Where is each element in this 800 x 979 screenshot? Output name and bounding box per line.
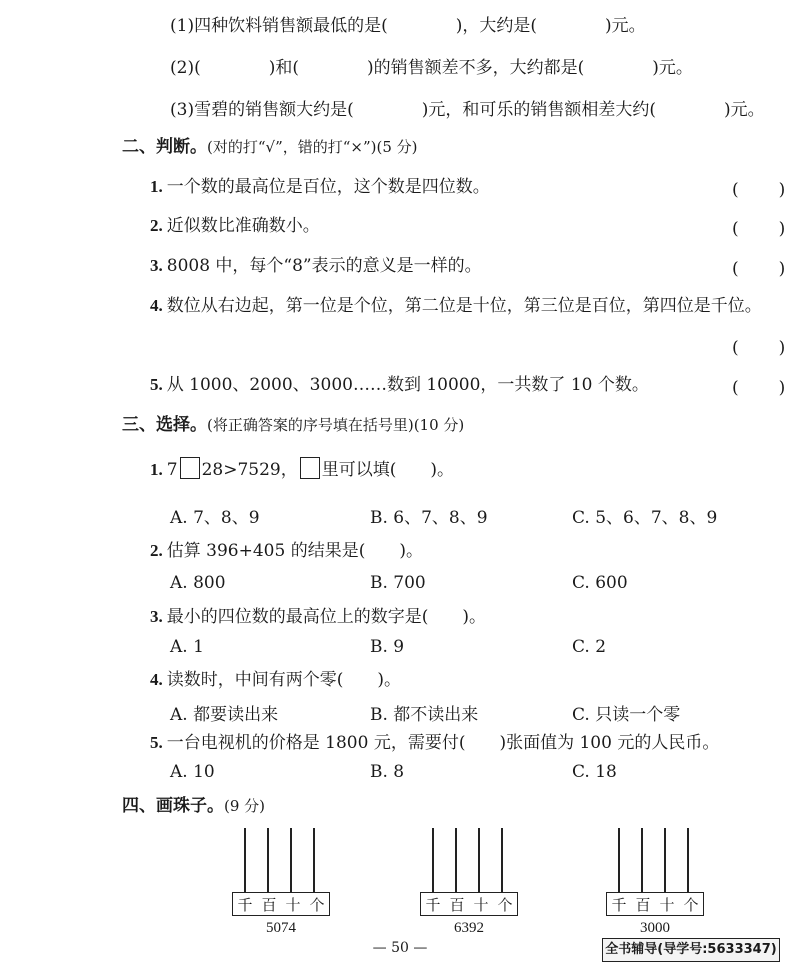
choice-q2: 2. 估算 396+405 的结果是( )。 <box>150 541 423 561</box>
abacus-rod-tens <box>478 828 480 892</box>
judge-answer-5[interactable]: ( ) <box>732 378 788 398</box>
q2-option-c[interactable]: C. 600 <box>572 573 628 593</box>
abacus-rod-thousands <box>244 828 246 892</box>
judge-item-2: 2. 近似数比准确数小。 <box>150 216 320 236</box>
section2-heading <box>122 135 418 159</box>
section4-note: (9 分) <box>224 797 266 815</box>
abacus-1[interactable] <box>232 828 342 958</box>
q2-option-a[interactable]: A. 800 <box>170 573 226 593</box>
judge-item-3: 3. 8008 中，每个“8”表示的意义是一样的。 <box>150 256 482 276</box>
choice-q5: 5. 一台电视机的价格是 1800 元，需要付( )张面值为 100 元的人民币。 <box>150 733 720 753</box>
q4-option-c[interactable]: C. 只读一个零 <box>572 705 681 725</box>
choice-q4: 4. 读数时，中间有两个零( )。 <box>150 670 402 690</box>
choice-q3: 3. 最小的四位数的最高位上的数字是( )。 <box>150 607 487 627</box>
abacus-rod-hundreds <box>455 828 457 892</box>
q2-option-b[interactable]: B. 700 <box>370 573 426 593</box>
abacus-rod-ones <box>501 828 503 892</box>
section3-note: (将正确答案的序号填在括号里)(10 分) <box>207 416 465 434</box>
blank-box[interactable] <box>180 457 200 479</box>
q3-option-c[interactable]: C. 2 <box>572 637 607 657</box>
q1-option-c[interactable]: C. 5、6、7、8、9 <box>572 508 718 528</box>
section3-title: 三、选择。 <box>122 415 207 435</box>
abacus-rod-ones <box>687 828 689 892</box>
section4-heading <box>122 794 265 818</box>
abacus-frame: 千 百 十 个 <box>606 892 704 916</box>
top-question-3: (3)雪碧的销售额大约是( )元，和可乐的销售额相差大约( )元。 <box>170 100 765 120</box>
judge-item-1: 1. 一个数的最高位是百位，这个数是四位数。 <box>150 177 490 197</box>
q3-option-b[interactable]: B. 9 <box>370 637 405 657</box>
abacus-number: 6392 <box>454 920 484 936</box>
abacus-rod-thousands <box>432 828 434 892</box>
judge-answer-1[interactable]: ( ) <box>732 180 788 200</box>
judge-answer-4[interactable]: ( ) <box>732 338 788 358</box>
abacus-frame: 千 百 十 个 <box>420 892 518 916</box>
abacus-rod-thousands <box>618 828 620 892</box>
q4-option-b[interactable]: B. 都不读出来 <box>370 705 479 725</box>
abacus-rod-hundreds <box>267 828 269 892</box>
judge-answer-2[interactable]: ( ) <box>732 219 788 239</box>
top-question-1: (1)四种饮料销售额最低的是( )，大约是( )元。 <box>170 16 646 36</box>
q3-option-a[interactable]: A. 1 <box>170 637 204 657</box>
top-question-2: (2)( )和( )的销售额差不多，大约都是( )元。 <box>170 58 693 78</box>
judge-item-4: 4. 数位从右边起，第一位是个位，第二位是十位，第三位是百位，第四位是千位。 <box>150 296 762 316</box>
abacus-number: 5074 <box>266 920 296 936</box>
q1-option-b[interactable]: B. 6、7、8、9 <box>370 508 488 528</box>
abacus-rod-tens <box>290 828 292 892</box>
q1-option-a[interactable]: A. 7、8、9 <box>170 508 260 528</box>
judge-answer-3[interactable]: ( ) <box>732 259 788 279</box>
choice-q1: 1. 7 28>7529， 里可以填( )。 <box>150 457 454 482</box>
blank-box[interactable] <box>300 457 320 479</box>
q5-option-b[interactable]: B. 8 <box>370 762 405 782</box>
abacus-2[interactable] <box>420 828 530 958</box>
abacus-rod-ones <box>313 828 315 892</box>
q4-option-a[interactable]: A. 都要读出来 <box>170 705 279 725</box>
section3-heading <box>122 413 464 437</box>
abacus-number: 3000 <box>640 920 670 936</box>
section2-note: (对的打“√”，错的打“×”)(5 分) <box>207 138 418 156</box>
section2-title: 二、判断。 <box>122 137 207 157</box>
abacus-rod-hundreds <box>641 828 643 892</box>
q5-option-c[interactable]: C. 18 <box>572 762 617 782</box>
section4-title: 四、画珠子。 <box>122 796 224 816</box>
page-number: — 50 — <box>372 940 428 956</box>
abacus-frame: 千 百 十 个 <box>232 892 330 916</box>
guide-badge: 全书辅导(导学号:5633347) <box>602 938 780 962</box>
judge-item-5: 5. 从 1000、2000、3000……数到 10000，一共数了 10 个数。 <box>150 375 649 395</box>
abacus-rod-tens <box>664 828 666 892</box>
q5-option-a[interactable]: A. 10 <box>170 762 215 782</box>
